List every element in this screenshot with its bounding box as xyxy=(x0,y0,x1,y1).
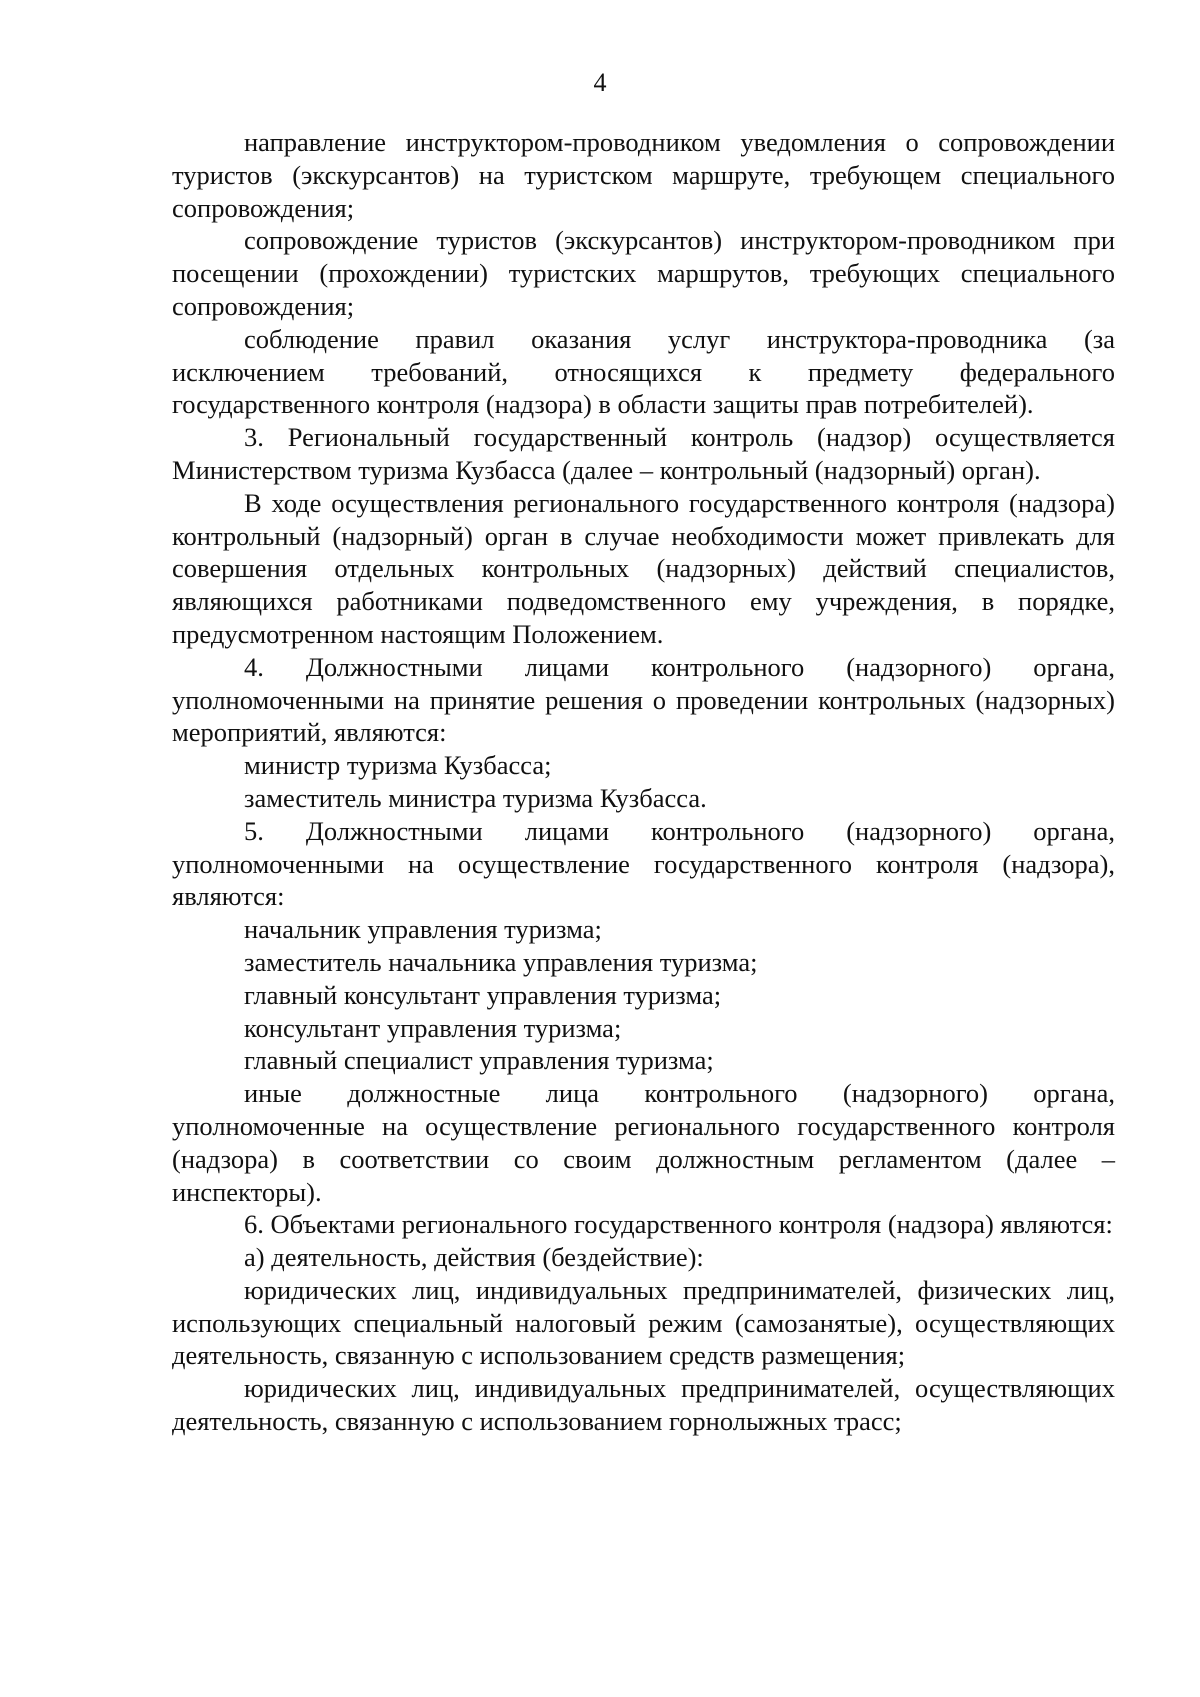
list-item-head: начальник управления туризма; xyxy=(244,914,602,945)
list-item-deputy-head: заместитель начальника управления туризма; xyxy=(244,946,758,977)
document-body xyxy=(172,126,1115,1438)
page-number: 4 xyxy=(593,68,607,97)
paragraph-item-4: 4. Должностными лицами контрольного (надзорного) органа, уполномоченными на принятие решения о проведении контрольных (надзорных) мероприятий, являются: xyxy=(172,651,1115,748)
paragraph-specialists: В ходе осуществления регионального государственного контроля (надзора) контрольный (надзорный) орган в случае необходимости может привлекать для совершения отдельных контрольных (надзорных) действий специалистов, являющихся работниками подведомственного ему учреждения, в порядке, предусмотренном настоящим Положением. xyxy=(172,487,1115,649)
list-item-minister: министр туризма Кузбасса; xyxy=(244,750,552,781)
list-item-consultant: консультант управления туризма; xyxy=(244,1012,622,1043)
paragraph-escort: сопровождение туристов (экскурсантов) инструктором-проводником при посещении (прохождении) туристских маршрутов, требующих специального сопровождения; xyxy=(172,225,1115,321)
paragraph-item-5: 5. Должностными лицами контрольного (надзорного) органа, уполномоченными на осуществление государственного контроля (надзора), являются: xyxy=(172,815,1115,912)
paragraph-item-6: 6. Объектами регионального государственного контроля (надзора) являются: xyxy=(244,1209,1113,1240)
list-item-deputy-minister: заместитель министра туризма Кузбасса. xyxy=(244,782,707,813)
paragraph-item-3: 3. Региональный государственный контроль (надзор) осуществляется Министерством туризма Кузбасса (далее – контрольный (надзорный) орган). xyxy=(172,422,1115,485)
list-item-chief-specialist: главный специалист управления туризма; xyxy=(244,1045,714,1076)
list-item-chief-consultant: главный консультант управления туризма; xyxy=(244,979,722,1010)
paragraph-notification: направление инструктором-проводником уведомления о сопровождении туристов (экскурсантов) на туристском маршруте, требующем специального сопровождения; xyxy=(172,127,1115,223)
list-item-accommodation: юридических лиц, индивидуальных предпринимателей, физических лиц, использующих специальный налоговый режим (самозанятые), осуществляющих деятельность, связанную с использованием средств размещения; xyxy=(172,1274,1115,1371)
list-item-ski-slopes: юридических лиц, индивидуальных предпринимателей, осуществляющих деятельность, связанную с использованием горнолыжных трасс; xyxy=(172,1373,1115,1437)
list-item-activity: а) деятельность, действия (бездействие): xyxy=(244,1242,704,1273)
paragraph-rules: соблюдение правил оказания услуг инструктора-проводника (за исключением требований, относящихся к предмету федерального государственного контроля (надзора) в области защиты прав потребителей). xyxy=(172,323,1115,420)
list-item-other-officials: иные должностные лица контрольного (надзорного) органа, уполномоченные на осуществление регионального государственного контроля (надзора) в соответствии со своим должностным регламентом (далее – инспекторы). xyxy=(172,1078,1115,1207)
